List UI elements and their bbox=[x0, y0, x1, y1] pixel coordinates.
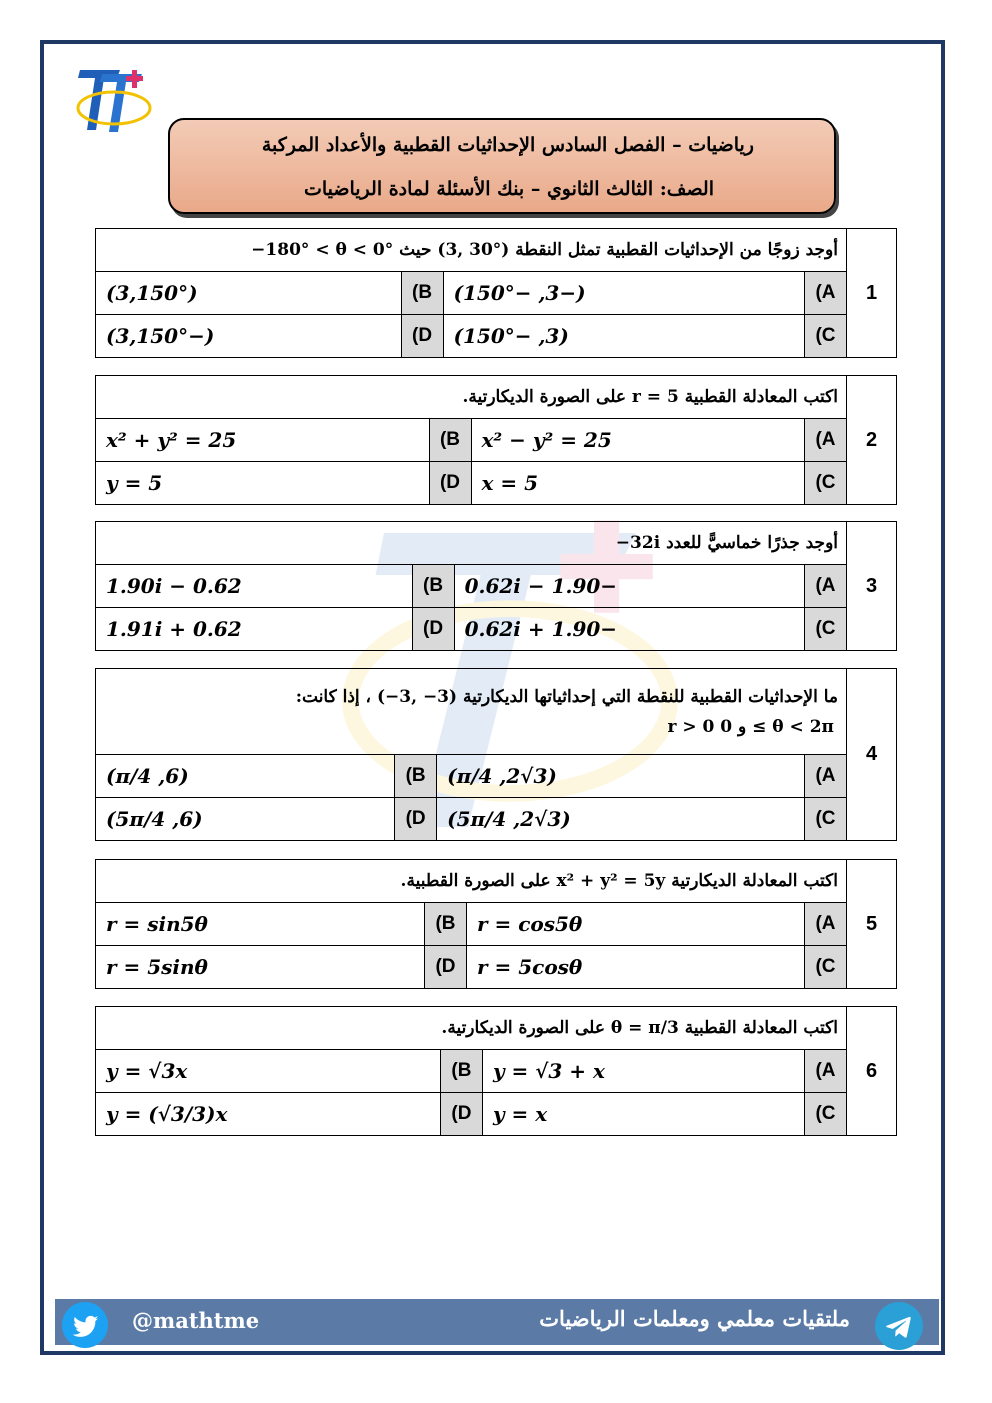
question-stem: اكتب المعادلة القطبية r = 5 على الصورة الديكارتية. bbox=[96, 376, 847, 419]
choice-answer[interactable]: y = √3 + x bbox=[482, 1050, 804, 1093]
question-4 bbox=[95, 668, 897, 841]
telegram-icon[interactable] bbox=[875, 1302, 923, 1350]
choice-letter[interactable]: D) bbox=[395, 798, 437, 841]
question-number: 3 bbox=[847, 522, 897, 651]
choice-answer[interactable]: x² + y² = 25 bbox=[96, 419, 430, 462]
question-number: 1 bbox=[847, 229, 897, 358]
choice-letter[interactable]: B) bbox=[401, 272, 443, 315]
choice-answer[interactable]: (3,150°) bbox=[96, 272, 402, 315]
choice-answer[interactable]: r = 5sinθ bbox=[96, 946, 425, 989]
question-2 bbox=[95, 375, 897, 505]
choice-answer[interactable]: (6, π/4) bbox=[96, 755, 395, 798]
choice-answer[interactable]: r = 5cosθ bbox=[467, 946, 805, 989]
header-title: رياضيات – الفصل السادس الإحداثيات القطبية والأعداد المركبة bbox=[261, 134, 754, 156]
choice-letter[interactable]: C) bbox=[805, 315, 847, 358]
question-6 bbox=[95, 1006, 897, 1136]
choice-answer[interactable]: −1.90 + 0.62i bbox=[454, 608, 804, 651]
question-stem: اكتب المعادلة القطبية θ = π/3 على الصورة الديكارتية. bbox=[96, 1007, 847, 1050]
choice-letter[interactable]: B) bbox=[412, 565, 454, 608]
footer-title: ملتقيات معلمي ومعلمات الرياضيات bbox=[539, 1306, 850, 1331]
question-number: 4 bbox=[847, 669, 897, 841]
choice-answer[interactable]: 0.62 − 1.90i bbox=[96, 565, 413, 608]
choice-letter[interactable]: C) bbox=[805, 1093, 847, 1136]
choice-letter[interactable]: A) bbox=[805, 272, 847, 315]
choice-letter[interactable]: A) bbox=[805, 755, 847, 798]
header-subtitle: الصف: الثالث الثانوي – بنك الأسئلة لمادة الرياضيات bbox=[303, 178, 714, 200]
choice-letter[interactable]: A) bbox=[805, 1050, 847, 1093]
choice-answer[interactable]: (−3,150°) bbox=[96, 315, 402, 358]
choice-letter[interactable]: A) bbox=[805, 565, 847, 608]
choice-letter[interactable]: D) bbox=[429, 462, 471, 505]
choice-answer[interactable]: (3, −150°) bbox=[443, 315, 804, 358]
choice-letter[interactable]: B) bbox=[425, 903, 467, 946]
question-number: 5 bbox=[847, 860, 897, 989]
question-stem: ما الإحداثيات القطبية للنقطة التي إحداثياتها الديكارتية (−3, −3) ، إذا كانت: r > 0 و 0 ≤ θ < 2π bbox=[96, 669, 847, 755]
choice-letter[interactable]: C) bbox=[805, 798, 847, 841]
choice-answer[interactable]: x = 5 bbox=[471, 462, 805, 505]
question-stem: أوجد جذرًا خماسيًّ للعدد −32i bbox=[96, 522, 847, 565]
choice-letter[interactable]: D) bbox=[440, 1093, 482, 1136]
question-number: 2 bbox=[847, 376, 897, 505]
question-number: 6 bbox=[847, 1007, 897, 1136]
question-1 bbox=[95, 228, 897, 358]
choice-letter[interactable]: B) bbox=[440, 1050, 482, 1093]
choice-answer[interactable]: y = x bbox=[482, 1093, 804, 1136]
choice-letter[interactable]: A) bbox=[805, 419, 847, 462]
choice-answer[interactable]: r = cos5θ bbox=[467, 903, 805, 946]
choice-letter[interactable]: C) bbox=[805, 946, 847, 989]
choice-answer[interactable]: r = sin5θ bbox=[96, 903, 425, 946]
question-stem: أوجد زوجًا من الإحداثيات القطبية تمثل النقطة (3, 30°) حيث −180° < θ < 0° bbox=[96, 229, 847, 272]
logo-icon bbox=[72, 60, 162, 140]
choice-letter[interactable]: B) bbox=[395, 755, 437, 798]
choice-answer[interactable]: −1.90 − 0.62i bbox=[454, 565, 804, 608]
choice-letter[interactable]: B) bbox=[429, 419, 471, 462]
question-3 bbox=[95, 521, 897, 651]
choice-answer[interactable]: (−3, −150°) bbox=[443, 272, 804, 315]
choice-answer[interactable]: y = √3x bbox=[96, 1050, 441, 1093]
footer-handle[interactable]: @mathtme bbox=[132, 1308, 260, 1333]
header-banner bbox=[168, 118, 836, 214]
choice-letter[interactable]: D) bbox=[401, 315, 443, 358]
choice-answer[interactable]: y = 5 bbox=[96, 462, 430, 505]
choice-answer[interactable]: (3√2, π/4) bbox=[437, 755, 805, 798]
choice-answer[interactable]: y = (√3/3)x bbox=[96, 1093, 441, 1136]
question-stem: اكتب المعادلة الديكارتية x² + y² = 5y على الصورة القطبية. bbox=[96, 860, 847, 903]
choice-answer[interactable]: (3√2, 5π/4) bbox=[437, 798, 805, 841]
choice-letter[interactable]: D) bbox=[425, 946, 467, 989]
twitter-icon[interactable] bbox=[62, 1302, 108, 1348]
choice-letter[interactable]: C) bbox=[805, 462, 847, 505]
choice-answer[interactable]: 0.62 + 1.91i bbox=[96, 608, 413, 651]
choice-letter[interactable]: D) bbox=[412, 608, 454, 651]
choice-answer[interactable]: x² − y² = 25 bbox=[471, 419, 805, 462]
question-5 bbox=[95, 859, 897, 989]
choice-letter[interactable]: A) bbox=[805, 903, 847, 946]
choice-answer[interactable]: (6, 5π/4) bbox=[96, 798, 395, 841]
choice-letter[interactable]: C) bbox=[805, 608, 847, 651]
